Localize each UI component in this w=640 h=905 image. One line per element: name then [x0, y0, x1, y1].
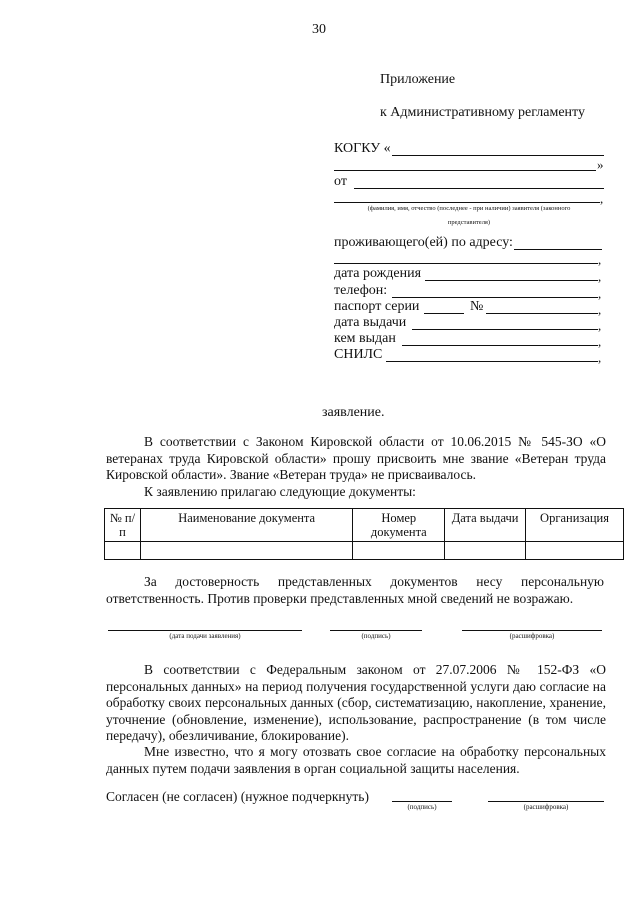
- responsibility-paragraph: За достоверность представленных документов несу персональную ответственность. Против проверки представленных мной сведений не возражаю.: [106, 574, 604, 606]
- residing-label: проживающего(ей) по адресу:: [334, 235, 513, 250]
- phone-label: телефон:: [334, 283, 388, 298]
- table-cell[interactable]: [105, 542, 141, 560]
- consent-signature-caption: (подпись): [407, 803, 437, 811]
- address-field-2[interactable]: [334, 263, 598, 264]
- address-comma: ,: [598, 252, 602, 267]
- issue-date-comma: ,: [598, 318, 602, 333]
- from-caption: (фамилия, имя, отчество (последнее - при наличии) заявителя (законного: [367, 205, 571, 212]
- col-number: № п/п: [105, 509, 141, 542]
- birth-date-field[interactable]: [425, 280, 598, 281]
- passport-series-field[interactable]: [424, 313, 464, 314]
- decoding-field[interactable]: [462, 630, 602, 631]
- consent-decoding-field[interactable]: [488, 801, 604, 802]
- phone-comma: ,: [598, 286, 602, 301]
- table-cell[interactable]: [445, 542, 526, 560]
- table-header-row: [105, 509, 624, 542]
- appendix-title: Приложение: [380, 72, 456, 87]
- kogku-label: КОГКУ «: [334, 141, 391, 156]
- page-number: 30: [312, 22, 326, 37]
- passport-no-field[interactable]: [486, 313, 598, 314]
- phone-field[interactable]: [392, 297, 598, 298]
- issued-by-comma: ,: [598, 334, 602, 349]
- snils-field[interactable]: [386, 361, 598, 362]
- col-organization: Организация: [526, 509, 624, 542]
- revocation-paragraph: Мне известно, что я могу отозвать свое согласие на обработку персональных данных путем подачи заявления в орган социальной защиты населения.: [106, 744, 606, 776]
- issued-by-field[interactable]: [402, 345, 598, 346]
- decoding-caption: (расшифровка): [509, 632, 555, 640]
- from-caption-2: представителя): [447, 219, 491, 226]
- signature-field[interactable]: [330, 630, 422, 631]
- documents-table: [104, 508, 624, 560]
- table-cell[interactable]: [353, 542, 445, 560]
- from-label: от: [334, 174, 347, 189]
- table-cell[interactable]: [526, 542, 624, 560]
- statement-title: заявление.: [322, 405, 385, 420]
- request-paragraph: В соответствии с Законом Кировской области от 10.06.2015 № 545-ЗО «О ветеранах труда Кировской области» прошу присвоить мне звание «Ветеран труда Кировской области». Звание «Ветеран труда» не присваивалось.: [106, 434, 606, 482]
- birth-comma: ,: [598, 269, 602, 284]
- consent-signature-field[interactable]: [392, 801, 452, 802]
- from-comma: ,: [600, 191, 604, 206]
- col-issue-date: Дата выдачи: [445, 509, 526, 542]
- consent-paragraph: В соответствии с Федеральным законом от 27.07.2006 № 152-ФЗ «О персональных данных» на период получения государственной услуги даю согласие на обработку своих персональных данных (сбор, систематизацию, накопление, хранение, уточнение (обновление, изменение), использование, распространение (в том числе передачу), обезличивание, блокирование).: [106, 662, 606, 743]
- col-doc-name: Наименование документа: [140, 509, 352, 542]
- passport-series-label: паспорт серии: [334, 299, 420, 314]
- consent-label: Согласен (не согласен) (нужное подчеркнуть): [106, 789, 369, 804]
- submission-date-field[interactable]: [108, 630, 302, 631]
- kogku-field-2[interactable]: [334, 170, 596, 171]
- signature-caption: (подпись): [361, 632, 391, 640]
- submission-date-caption: (дата подачи заявления): [169, 632, 241, 640]
- quote-close: »: [597, 157, 604, 172]
- kogku-field[interactable]: [392, 155, 604, 156]
- from-field[interactable]: [354, 188, 604, 189]
- issue-date-label: дата выдачи: [334, 315, 407, 330]
- table-row[interactable]: [105, 542, 624, 560]
- from-field-2[interactable]: [334, 202, 600, 203]
- snils-comma: ,: [598, 350, 602, 365]
- passport-no-label: №: [470, 299, 484, 314]
- col-doc-number: Номер документа: [353, 509, 445, 542]
- issued-by-label: кем выдан: [334, 331, 396, 346]
- passport-comma: ,: [598, 302, 602, 317]
- appendix-subtitle: к Административному регламенту: [380, 105, 585, 120]
- attachments-label: К заявлению прилагаю следующие документы:: [144, 484, 416, 499]
- table-cell[interactable]: [140, 542, 352, 560]
- consent-decoding-caption: (расшифровка): [523, 803, 569, 811]
- snils-label: СНИЛС: [334, 347, 383, 362]
- address-field[interactable]: [514, 249, 602, 250]
- issue-date-field[interactable]: [412, 329, 598, 330]
- birth-date-label: дата рождения: [334, 266, 422, 281]
